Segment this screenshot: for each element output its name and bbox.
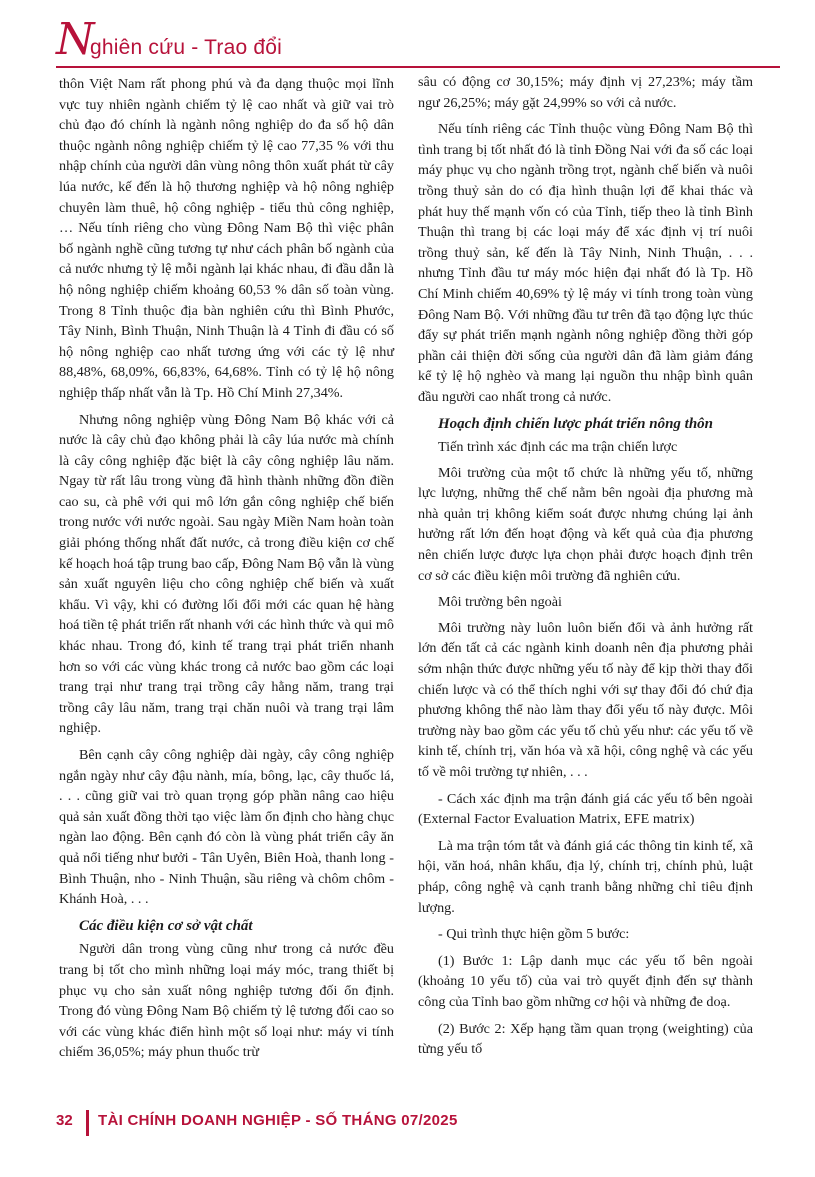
section-heading: Các điều kiện cơ sở vật chất bbox=[79, 917, 253, 934]
paragraph: thôn Việt Nam rất phong phú và đa dạng thuộc mọi lĩnh vực tuy nhiên ngành chiếm tỷ lệ cao nhất và giữ vai trò chủ đạo đó chính là ngành nông nghiệp do đa số hộ dân thuộc ngành nông nghiệp chiếm tỷ lệ cao 77,35 % với thu nhập chính của người dân vùng nông thôn xuất phát từ cây lúa nước, kế đến là hộ thương nghiệp và hộ nông nghiệp chuyên làm thuê, hộ công nghiệp - tiểu thủ công nghiệp, … Nếu tính riêng cho vùng Đông Nam Bộ thì việc phân bố ngành nghề cũng tương tự như cách phân bố ngành của cả nước nhưng tỷ lệ mỗi ngành lại khác nhau, đi đầu dẫn là hộ nông nghiệp chiếm khoảng 60,53 % dân số toàn vùng. Trong 8 Tỉnh thuộc địa bàn nghiên cứu thì Bình Phước, Tây Ninh, Bình Thuận, Ninh Thuận là 4 Tỉnh đi đầu có số hộ nông nghiệp cao nhất tương ứng với các tỷ lệ như 88,48%, 68,09%, 66,83%, 64,68%. Tỉnh có tỷ lệ hộ nông nghiệp thấp nhất vẫn là Tp. Hồ Chí Minh 27,34%. bbox=[59, 76, 394, 401]
right-column bbox=[418, 72, 753, 1066]
section-heading: Hoạch định chiến lược phát triển nông thôn bbox=[438, 415, 714, 432]
subheading: Môi trường bên ngoài bbox=[438, 594, 562, 611]
page-footer bbox=[56, 1110, 776, 1136]
subheading: Tiến trình xác định các ma trận chiến lược bbox=[438, 439, 678, 456]
paragraph: Môi trường này luôn luôn biến đổi và ảnh hưởng rất lớn đến tất cả các ngành kinh doanh nên địa phương phải sớm nhận thức được những yếu tố này để kịp thời thay đổi chiến lược và có thể thích nghi với sự thay đổi đó chứ địa phương không thể nào làm thay đổi yếu tố này được. Môi trường này bao gồm các yếu tố chủ yếu như: các yếu tố về kinh tế, chính trị, văn hóa và xã hội, công nghệ và các yếu tố về môi trường tự nhiên, . . . bbox=[418, 619, 753, 780]
paragraph: sâu có động cơ 30,15%; máy định vị 27,23%; máy tầm ngư 26,25%; máy gặt 24,99% so với cả nước. bbox=[418, 74, 753, 111]
header-rule bbox=[56, 66, 780, 68]
paragraph: Người dân trong vùng cũng như trong cả nước đều trang bị tốt cho mình những loại máy móc, trang thiết bị phục vụ cho sản xuất nông nghiệp tương đối ổn định. Trong đó vùng Đông Nam Bộ chiếm tỷ lệ tương đối cao so với các vùng khác điển hình một số loại như: máy vi tính chiếm 36,05%; máy phun thuốc trừ bbox=[59, 941, 394, 1061]
paragraph: Bên cạnh cây công nghiệp dài ngày, cây công nghiệp ngắn ngày như cây đậu nành, mía, bông, lạc, cây thuốc lá, . . . cũng giữ vai trò quan trọng góp phần nâng cao hiệu quả sản xuất đồng thời tạo việc làm ổn định cho hàng chục ngàn lao động. Bên cạnh đó còn là vùng phát triển cây ăn quả nổi tiếng như bưởi - Tân Uyên, Biên Hoà, thanh long - Bình Thuận, nho - Ninh Thuận, sầu riêng và chôm chôm - Khánh Hoà, . . . bbox=[59, 747, 394, 908]
magazine-name: TÀI CHÍNH DOANH NGHIỆP - SỐ THÁNG 07/2025 bbox=[98, 1112, 458, 1129]
section-initial: N bbox=[56, 14, 95, 65]
paragraph: Môi trường của một tổ chức là những yếu tố, những lực lượng, những thể chế nằm bên ngoài địa phương mà nhà quản trị không kiểm soát được nhưng chúng lại ảnh hưởng rất lớn đến hoạt động và kết quả của địa phương nên chiến lược được lựa chọn phải được hoạch định trên cơ sở các điều kiện môi trường đã nghiên cứu. bbox=[418, 464, 753, 584]
footer-divider bbox=[86, 1110, 89, 1136]
left-column bbox=[59, 74, 394, 1069]
paragraph: (2) Bước 2: Xếp hạng tầm quan trọng (weighting) của từng yếu tố bbox=[418, 1020, 753, 1058]
section-title: ghiên cứu - Trao đổi bbox=[90, 36, 282, 59]
paragraph: (1) Bước 1: Lập danh mục các yếu tố bên ngoài (khoảng 10 yếu tố) của vai trò quyết định đến sự thành công của Tỉnh bao gồm những cơ hội và những đe doạ. bbox=[418, 952, 753, 1010]
paragraph: Nhưng nông nghiệp vùng Đông Nam Bộ khác với cả nước là cây chủ đạo không phải là cây lúa nước mà chính là cây công nghiệp đặc biệt là cây công nghiệp lâu năm. Ngay từ rất lâu trong vùng đã hình thành những đồn điền cao su, cà phê với qui mô lớn gắn công nghiệp chế biến trong nước với nước ngoài. Sau ngày Miền Nam hoàn toàn giải phóng thống nhất đất nước, cả trong điều kiện cơ chế kế hoạch hoá tập trung bao cấp, Đông Nam Bộ vẫn là vùng sản xuất nguyên liệu cho công nghiệp chế biến và xuất khẩu. Vì vậy, khi có đường lối đổi mới các quan hệ hàng hoá tiền tệ phát triển rất nhanh với các hình thức và qui mô khác nhau. Trong đó, kinh tế trang trại phát triển nhanh hơn so với các vùng khác trong cả nước bao gồm các loại trang trại như trang trại trồng cây hằng năm, trang trại trồng cây lâu năm, trang trại chăn nuôi và trang trại lâm nghiệp. bbox=[59, 411, 394, 737]
paragraph: - Cách xác định ma trận đánh giá các yếu tố bên ngoài (External Factor Evaluation Matrix, EFE matrix) bbox=[418, 790, 753, 828]
page-number: 32 bbox=[56, 1112, 73, 1129]
paragraph: Là ma trận tóm tắt và đánh giá các thông tin kinh tế, xã hội, văn hoá, nhân khẩu, địa lý, chính trị, chính phủ, luật pháp, công nghệ và cạnh tranh bằng những chỉ tiêu định lượng. bbox=[418, 837, 753, 916]
paragraph: - Qui trình thực hiện gồm 5 bước: bbox=[438, 926, 630, 943]
paragraph: Nếu tính riêng các Tỉnh thuộc vùng Đông Nam Bộ thì tình trang bị tốt nhất đó là tỉnh Đồng Nai với đa số các loại máy phục vụ cho ngành trồng trọt, ngành chế biến và nuôi trồng thuỷ sản do có địa hình thuận lợi để khai thác và phát huy thế mạnh vốn có của Tỉnh, tiếp theo là tỉnh Bình Thuận thì trang bị các loại máy để xác định vị trí nuôi trồng thuỷ sản, kế đến là Tây Ninh, Ninh Thuận, . . . nhưng Tỉnh đầu tư máy móc hiện đại nhất đó là Tp. Hồ Chí Minh chiếm 40,69% tỷ lệ máy vi tính trong toàn vùng Đông Nam Bộ. Với những đầu tư trên đã tạo động lực thúc đẩy sự phát triển mạnh ngành nông nghiệp đồng thời góp phần cải thiện đời sống của người dân đã làm giảm đáng kể tỷ lệ hộ nghèo và mang lại nguồn thu nhập bình quân đầu người cao nhất trong cả nước. bbox=[418, 121, 753, 405]
page-header bbox=[56, 14, 776, 65]
